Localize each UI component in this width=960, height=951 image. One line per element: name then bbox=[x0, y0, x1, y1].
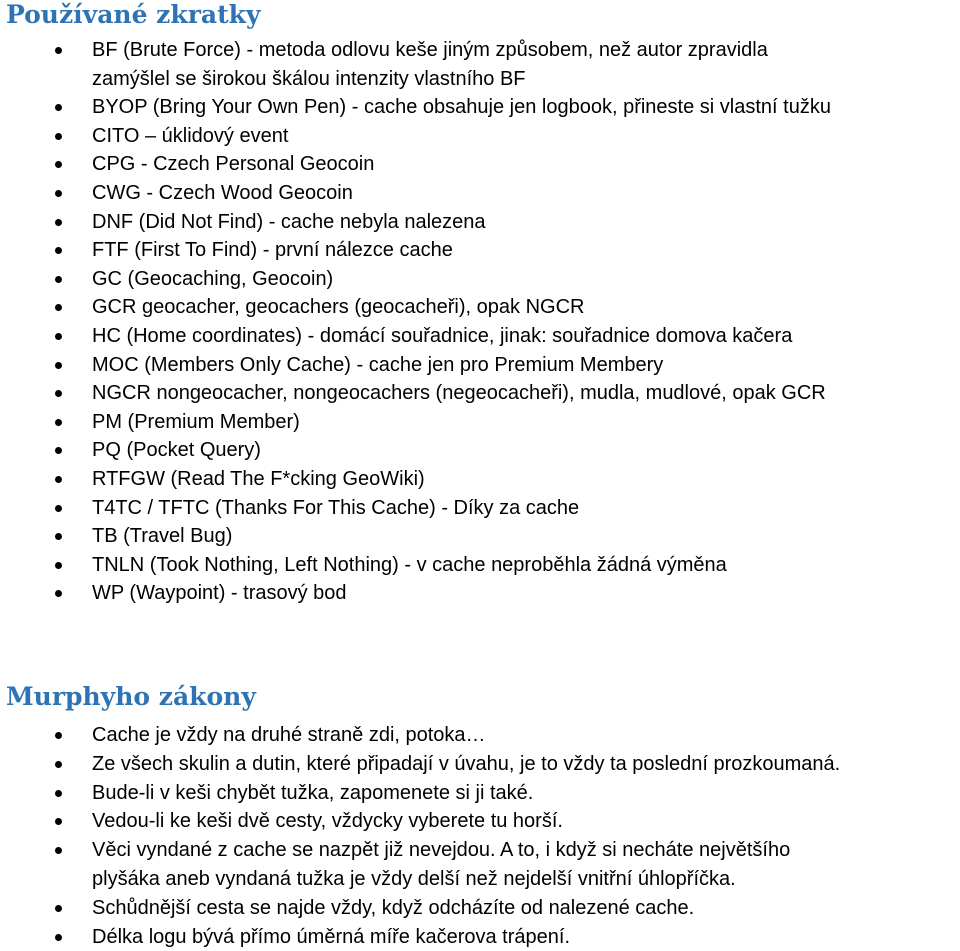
bullet-icon bbox=[55, 276, 62, 283]
bullet-icon bbox=[55, 562, 62, 569]
list-item-text: WP (Waypoint) - trasový bod bbox=[92, 582, 347, 605]
list-item-text: T4TC / TFTC (Thanks For This Cache) - Díky za cache bbox=[92, 496, 580, 519]
bullet-icon bbox=[55, 362, 62, 369]
list-item bbox=[0, 436, 960, 465]
list-item-text: NGCR nongeocacher, nongeocachers (negeocacheři), mudla, mudlové, opak GCR bbox=[92, 382, 826, 405]
bullet-icon bbox=[55, 732, 62, 739]
list-item-text: BF (Brute Force) - metoda odlovu keše jiným způsobem, než autor zpravidla bbox=[92, 39, 768, 61]
list-item bbox=[0, 208, 960, 237]
list-item bbox=[0, 351, 960, 380]
list-item-text: GCR geocacher, geocachers (geocacheři), opak NGCR bbox=[92, 296, 585, 319]
bullet-icon bbox=[55, 161, 62, 168]
bullet-icon bbox=[55, 47, 62, 54]
list-item bbox=[0, 408, 960, 437]
list-item bbox=[0, 779, 960, 808]
list-item bbox=[0, 579, 960, 608]
murphy-laws-list bbox=[0, 721, 960, 951]
list-item bbox=[0, 465, 960, 494]
bullet-icon bbox=[55, 190, 62, 197]
bullet-icon bbox=[55, 818, 62, 825]
list-item-text: GC (Geocaching, Geocoin) bbox=[92, 267, 334, 290]
list-item-text: TNLN (Took Nothing, Left Nothing) - v cache neproběhla žádná výměna bbox=[92, 553, 727, 576]
bullet-icon bbox=[55, 476, 62, 483]
list-item bbox=[0, 122, 960, 151]
section-heading-abbreviations: Používané zkratky bbox=[6, 0, 261, 29]
abbreviations-list bbox=[0, 36, 960, 608]
list-item-text: Bude-li v keši chybět tužka, zapomenete si ji také. bbox=[92, 781, 534, 804]
list-item bbox=[0, 36, 960, 93]
list-item-text: HC (Home coordinates) - domácí souřadnice, jinak: souřadnice domova kačera bbox=[92, 324, 793, 347]
list-item-text: CWG - Czech Wood Geocoin bbox=[92, 181, 353, 204]
list-item bbox=[0, 923, 960, 951]
bullet-icon bbox=[55, 505, 62, 512]
bullet-icon bbox=[55, 333, 62, 340]
bullet-icon bbox=[55, 934, 62, 941]
bullet-icon bbox=[55, 133, 62, 140]
list-item-text: Délka logu bývá přímo úměrná míře kačerova trápení. bbox=[92, 925, 570, 948]
bullet-icon bbox=[55, 905, 62, 912]
list-item-text: zamýšlel se širokou škálou intenzity vlastního BF bbox=[92, 67, 526, 90]
bullet-icon bbox=[55, 790, 62, 797]
list-item bbox=[0, 522, 960, 551]
list-item-text: BYOP (Bring Your Own Pen) - cache obsahuje jen logbook, přineste si vlastní tužku bbox=[92, 96, 831, 119]
list-item bbox=[0, 93, 960, 122]
list-item bbox=[0, 293, 960, 322]
list-item-text: Schůdnější cesta se najde vždy, když odcházíte od nalezené cache. bbox=[92, 896, 695, 919]
list-item-text: plyšáka aneb vyndaná tužka je vždy delší než nejdelší vnitřní úhlopříčka. bbox=[92, 867, 736, 890]
list-item-text: MOC (Members Only Cache) - cache jen pro Premium Membery bbox=[92, 353, 664, 376]
list-item-text: PM (Premium Member) bbox=[92, 410, 300, 433]
list-item-text: Ze všech skulin a dutin, které připadají v úvahu, je to vždy ta poslední prozkoumaná. bbox=[92, 752, 841, 775]
bullet-icon bbox=[55, 247, 62, 254]
list-item-text: RTFGW (Read The F*cking GeoWiki) bbox=[92, 467, 425, 490]
section-heading-murphy-laws: Murphyho zákony bbox=[6, 682, 256, 711]
list-item bbox=[0, 322, 960, 351]
list-item-text: PQ (Pocket Query) bbox=[92, 439, 261, 462]
list-item-text: Věci vyndané z cache se nazpět již nevejdou. A to, i když si necháte největšího bbox=[92, 839, 791, 862]
list-item bbox=[0, 150, 960, 179]
bullet-icon bbox=[55, 304, 62, 311]
list-item bbox=[0, 721, 960, 750]
list-item-text: DNF (Did Not Find) - cache nebyla nalezena bbox=[92, 210, 486, 233]
list-item-text: TB (Travel Bug) bbox=[92, 525, 233, 548]
bullet-icon bbox=[55, 104, 62, 111]
list-item bbox=[0, 265, 960, 294]
list-item bbox=[0, 179, 960, 208]
list-item bbox=[0, 894, 960, 923]
list-item-text: CITO – úklidový event bbox=[92, 124, 289, 147]
list-item bbox=[0, 494, 960, 523]
list-item bbox=[0, 379, 960, 408]
bullet-icon bbox=[55, 590, 62, 597]
list-item bbox=[0, 807, 960, 836]
bullet-icon bbox=[55, 419, 62, 426]
list-item bbox=[0, 551, 960, 580]
list-item-text: CPG - Czech Personal Geocoin bbox=[92, 153, 375, 176]
bullet-icon bbox=[55, 447, 62, 454]
bullet-icon bbox=[55, 533, 62, 540]
bullet-icon bbox=[55, 390, 62, 397]
list-item bbox=[0, 750, 960, 779]
list-item bbox=[0, 236, 960, 265]
list-item-text: Cache je vždy na druhé straně zdi, potoka… bbox=[92, 724, 486, 746]
bullet-icon bbox=[55, 847, 62, 854]
list-item-text: FTF (First To Find) - první nálezce cache bbox=[92, 239, 453, 262]
list-item bbox=[0, 836, 960, 894]
bullet-icon bbox=[55, 219, 62, 226]
bullet-icon bbox=[55, 761, 62, 768]
list-item-text: Vedou-li ke keši dvě cesty, vždycky vyberete tu horší. bbox=[92, 810, 563, 833]
